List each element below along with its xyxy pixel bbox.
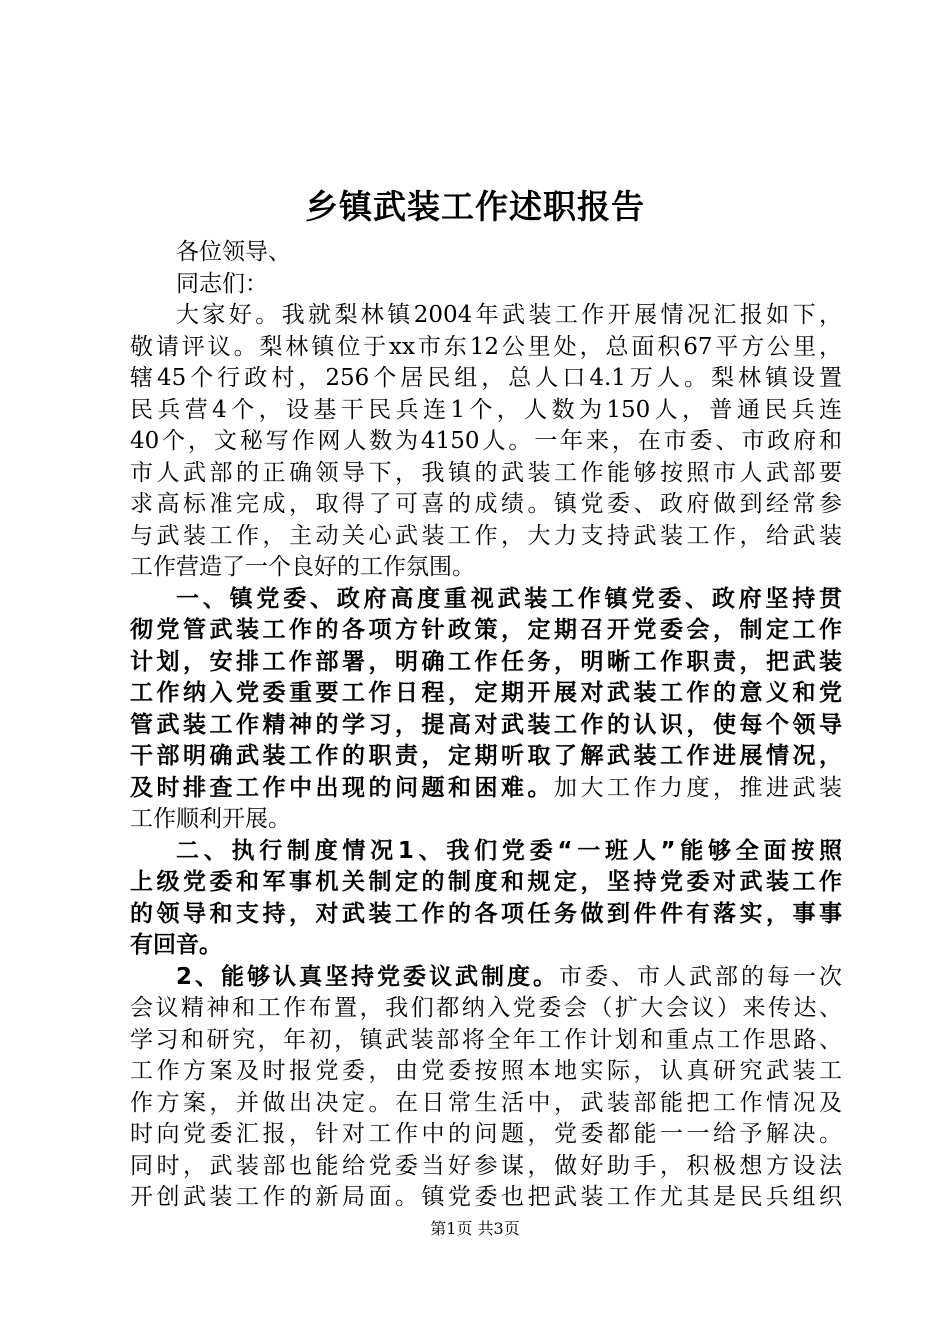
- text-line: 与武装工作，主动关心武装工作，大力支持武装工作，给武装: [130, 522, 842, 549]
- text-line: [130, 962, 842, 994]
- bold-text: 及时排查工作中出现的问题和困难。: [130, 774, 554, 801]
- text-line: 一、镇党委、政府高度重视武装工作镇党委、政府坚持贯: [176, 585, 842, 612]
- document-body: [130, 237, 842, 1214]
- text-line: 敬请评议。梨林镇位于xx市东12公里处，总面积67平方公里，: [130, 333, 842, 360]
- text-line: 辖45个行政村，256个居民组，总人口4.1万人。梨林镇设置: [130, 365, 842, 391]
- regular-text: 加大工作力度，推进武装: [554, 774, 842, 801]
- text-line: [130, 773, 842, 805]
- text-line: 市人武部的正确领导下，我镇的武装工作能够按照市人武部要: [130, 459, 842, 486]
- text-line: 求高标准完成，取得了可喜的成绩。镇党委、政府做到经常参: [130, 491, 842, 517]
- text-line: 大家好。我就梨林镇2004年武装工作开展情况汇报如下，: [176, 302, 842, 328]
- text-line: 会议精神和工作布置，我们都纳入党委会（扩大会议）来传达、: [130, 995, 842, 1021]
- text-line: 学习和研究，年初，镇武装部将全年工作计划和重点工作思路、: [130, 1026, 842, 1053]
- page-footer: 第1页 共3页: [430, 1219, 520, 1238]
- text-line: 管武装工作精神的学习，提高对武装工作的认识，使每个领导: [130, 711, 842, 738]
- text-line: 工作方案及时报党委，由党委按照本地实际，认真研究武装工: [130, 1058, 842, 1084]
- bold-text: 2、能够认真坚持党委议武制度。: [176, 963, 559, 990]
- text-line: 工作顺利开展。: [130, 806, 291, 832]
- text-line: 工作纳入党委重要工作日程，定期开展对武装工作的意义和党: [130, 680, 842, 706]
- text-line: 40个，文秘写作网人数为4150人。一年来，在市委、市政府和: [130, 428, 842, 454]
- text-line: 有回音。: [130, 932, 222, 958]
- document-title: 乡镇武装工作述职报告: [305, 187, 645, 226]
- text-line: 上级党委和军事机关制定的制度和规定，坚持党委对武装工作: [130, 869, 842, 895]
- text-line: 工作营造了一个良好的工作氛围。: [130, 554, 475, 580]
- text-line: 各位领导、: [176, 239, 291, 265]
- text-line: 同志们：: [176, 270, 268, 297]
- text-line: 民兵营4个，设基干民兵连1个，人数为150人，普通民兵连: [130, 396, 842, 423]
- text-line: 彻党管武装工作的各项方针政策，定期召开党委会，制定工作: [130, 617, 842, 643]
- text-line: 同时，武装部也能给党委当好参谋，做好助手，积极想方设法: [130, 1152, 842, 1179]
- text-line: 的领导和支持，对武装工作的各项任务做到件件有落实，事事: [130, 900, 842, 927]
- regular-text: 市委、市人武部的每一次: [559, 963, 842, 990]
- text-line: 干部明确武装工作的职责，定期听取了解武装工作进展情况，: [130, 743, 842, 769]
- text-line: 时向党委汇报，针对工作中的问题，党委都能一一给予解决。: [130, 1121, 842, 1147]
- text-line: 二、执行制度情况1、我们党委“一班人”能够全面按照: [176, 837, 842, 864]
- text-line: 计划，安排工作部署，明确工作任务，明晰工作职责，把武装: [130, 648, 842, 675]
- text-line: 作方案，并做出决定。在日常生活中，武装部能把工作情况及: [130, 1089, 842, 1116]
- text-line: 开创武装工作的新局面。镇党委也把武装工作尤其是民兵组织: [130, 1184, 842, 1210]
